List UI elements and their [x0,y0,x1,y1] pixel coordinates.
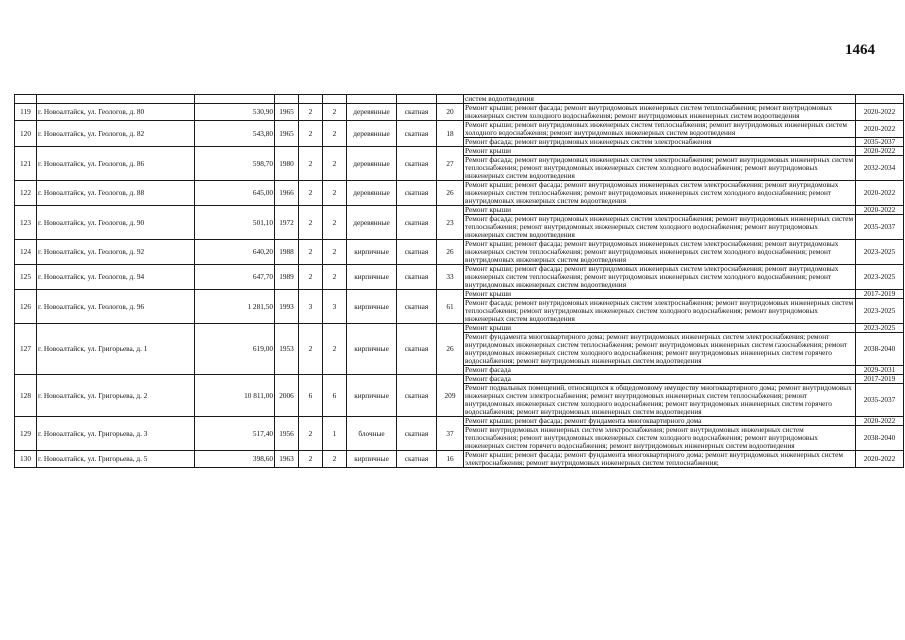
work-cell: Ремонт крыши; ремонт фасада; ремонт внутридомовых инженерных систем теплоснабжения; ремонт внутридомовых инженерных систем холодного водоснабжения; ремонт внутридомовых инженерных систем водоотведения [464,104,856,121]
wall-material-cell: деревянные [347,181,397,206]
repair-schedule-table [14,94,904,468]
work-cell: Ремонт крыши [464,206,856,215]
period-cell: 2020-2022 [856,104,904,121]
roof-type-cell: скатная [397,240,437,265]
floors-cell: 2 [299,451,323,468]
address-cell: г. Новоалтайск, ул. Григорьева, д. 3 [37,417,195,451]
apartments-cell: 26 [437,181,464,206]
apartments-cell: 209 [437,375,464,417]
year-cell: 1965 [275,104,299,121]
period-cell: 2020-2022 [856,206,904,215]
entrances-cell: 2 [323,181,347,206]
floors-cell: 2 [299,417,323,451]
year-cell: 1988 [275,240,299,265]
table-row [15,290,904,299]
row-number: 130 [15,451,37,468]
period-cell: 2035-2037 [856,138,904,147]
year-cell: 1966 [275,181,299,206]
year-cell: 1953 [275,324,299,375]
work-cell: Ремонт крыши [464,290,856,299]
work-cell: Ремонт крыши; ремонт фасада; ремонт фундамента многоквартирного дома [464,417,856,426]
year-cell: 1972 [275,206,299,240]
apartments-cell: 26 [437,324,464,375]
area-cell: 647,70 [195,265,275,290]
entrances-cell: 2 [323,206,347,240]
address-cell: г. Новоалтайск, ул. Григорьева, д. 1 [37,324,195,375]
row-number: 125 [15,265,37,290]
row-number: 128 [15,375,37,417]
work-cell: Ремонт фасада; ремонт внутридомовых инженерных систем электроснабжения [464,138,856,147]
work-cell: Ремонт внутридомовых инженерных систем электроснабжения; ремонт внутридомовых инженерных систем теплоснабжения; ремонт внутридомовых инженерных систем холодного водоснабжения; ремонт внутридомовых инженерных систем горячего водоснабжения; ремонт внутридомовых инженерных систем водоотведения [464,426,856,451]
row-number: 124 [15,240,37,265]
period-cell: 2029-2031 [856,366,904,375]
roof-type-cell: скатная [397,147,437,181]
entrances-cell: 3 [323,290,347,324]
work-cell: Ремонт фасада [464,366,856,375]
roof-type-cell: скатная [397,265,437,290]
table-row [15,324,904,333]
apartments-cell: 33 [437,265,464,290]
floors-cell: 2 [299,181,323,206]
entrances-cell: 2 [323,451,347,468]
period-cell: 2035-2037 [856,384,904,417]
row-number: 120 [15,121,37,147]
wall-material-cell: кирпичные [347,290,397,324]
work-cell: Ремонт крыши [464,147,856,156]
area-cell: 517,40 [195,417,275,451]
year-cell: 1980 [275,147,299,181]
entrances-cell: 2 [323,147,347,181]
address-cell: г. Новоалтайск, ул. Геологов, д. 92 [37,240,195,265]
wall-material-cell: деревянные [347,147,397,181]
entrances-cell: 1 [323,417,347,451]
table-row [15,121,904,138]
address-cell: г. Новоалтайск, ул. Геологов, д. 82 [37,121,195,147]
address-cell: г. Новоалтайск, ул. Геологов, д. 80 [37,104,195,121]
work-cell: Ремонт крыши; ремонт фасада; ремонт внутридомовых инженерных систем электроснабжения; ремонт внутридомовых инженерных систем теплоснабжения; ремонт внутридомовых инженерных систем холодного водоснабжения; ремонт внутридомовых инженерных систем водоотведения [464,181,856,206]
work-cell: Ремонт фасада; ремонт внутридомовых инженерных систем электроснабжения; ремонт внутридомовых инженерных систем теплоснабжения; ремонт внутридомовых инженерных систем холодного водоснабжения; ремонт внутридомовых инженерных систем водоотведения [464,156,856,181]
address-cell: г. Новоалтайск, ул. Григорьева, д. 2 [37,375,195,417]
area-cell: 598,70 [195,147,275,181]
address-cell: г. Новоалтайск, ул. Геологов, д. 94 [37,265,195,290]
apartments-cell: 18 [437,121,464,147]
wall-material-cell: кирпичные [347,265,397,290]
year-cell: 1965 [275,121,299,147]
row-number: 126 [15,290,37,324]
apartments-cell: 61 [437,290,464,324]
table-row [15,104,904,121]
wall-material-cell: кирпичные [347,451,397,468]
roof-type-cell: скатная [397,417,437,451]
area-cell: 619,00 [195,324,275,375]
period-cell: 2038-2040 [856,333,904,366]
period-cell: 2035-2037 [856,215,904,240]
entrances-cell: 2 [323,240,347,265]
wall-material-cell: кирпичные [347,240,397,265]
roof-type-cell: скатная [397,375,437,417]
floors-cell: 6 [299,375,323,417]
area-cell: 543,80 [195,121,275,147]
floors-cell: 3 [299,290,323,324]
area-cell: 501,10 [195,206,275,240]
floors-cell: 2 [299,104,323,121]
floors-cell: 2 [299,147,323,181]
table-row [15,417,904,426]
area-cell: 645,00 [195,181,275,206]
apartments-cell: 27 [437,147,464,181]
continuation-row [15,95,904,104]
year-cell: 1963 [275,451,299,468]
entrances-cell: 6 [323,375,347,417]
entrances-cell: 2 [323,324,347,375]
address-cell: г. Новоалтайск, ул. Геологов, д. 96 [37,290,195,324]
period-cell: 2023-2025 [856,324,904,333]
area-cell: 398,60 [195,451,275,468]
year-cell: 1989 [275,265,299,290]
period-cell: 2017-2019 [856,290,904,299]
row-number: 127 [15,324,37,375]
table-row [15,181,904,206]
year-cell: 1993 [275,290,299,324]
table-row [15,240,904,265]
entrances-cell: 2 [323,121,347,147]
address-cell: г. Новоалтайск, ул. Геологов, д. 90 [37,206,195,240]
work-cell: Ремонт фасада; ремонт внутридомовых инженерных систем электроснабжения; ремонт внутридомовых инженерных систем теплоснабжения; ремонт внутридомовых инженерных систем холодного водоснабжения; ремонт внутридомовых инженерных систем водоотведения [464,299,856,324]
table-row [15,206,904,215]
work-cell: Ремонт крыши; ремонт фасада; ремонт внутридомовых инженерных систем электроснабжения; ремонт внутридомовых инженерных систем теплоснабжения; ремонт внутридомовых инженерных систем холодного водоснабжения; ремонт внутридомовых инженерных систем водоотведения [464,265,856,290]
work-cell: Ремонт фасада; ремонт внутридомовых инженерных систем электроснабжения; ремонт внутридомовых инженерных систем теплоснабжения; ремонт внутридомовых инженерных систем холодного водоснабжения; ремонт внутридомовых инженерных систем водоотведения [464,215,856,240]
period-cell: 2032-2034 [856,156,904,181]
work-cell: Ремонт крыши; ремонт внутридомовых инженерных систем теплоснабжения; ремонт внутридомовых инженерных систем холодного водоснабжения; ремонт внутридомовых инженерных систем водоотведения [464,121,856,138]
row-number: 121 [15,147,37,181]
address-cell: г. Новоалтайск, ул. Геологов, д. 88 [37,181,195,206]
apartments-cell: 20 [437,104,464,121]
wall-material-cell: деревянные [347,121,397,147]
area-cell: 530,90 [195,104,275,121]
wall-material-cell: блочные [347,417,397,451]
apartments-cell: 26 [437,240,464,265]
period-cell: 2023-2025 [856,240,904,265]
period-cell: 2023-2025 [856,265,904,290]
floors-cell: 2 [299,265,323,290]
floors-cell: 2 [299,240,323,265]
wall-material-cell: кирпичные [347,375,397,417]
work-cell: Ремонт фасада [464,375,856,384]
year-cell: 2006 [275,375,299,417]
work-cell: Ремонт крыши; ремонт фасада; ремонт внутридомовых инженерных систем электроснабжения; ремонт внутридомовых инженерных систем теплоснабжения; ремонт внутридомовых инженерных систем холодного водоснабжения; ремонт внутридомовых инженерных систем водоотведения [464,240,856,265]
work-cell: Ремонт крыши [464,324,856,333]
entrances-cell: 2 [323,104,347,121]
roof-type-cell: скатная [397,206,437,240]
row-number: 129 [15,417,37,451]
floors-cell: 2 [299,206,323,240]
roof-type-cell: скатная [397,451,437,468]
table-row [15,265,904,290]
work-cell: систем водоотведения [464,95,856,104]
roof-type-cell: скатная [397,181,437,206]
apartments-cell: 23 [437,206,464,240]
row-number: 123 [15,206,37,240]
roof-type-cell: скатная [397,324,437,375]
period-cell: 2020-2022 [856,417,904,426]
wall-material-cell: деревянные [347,206,397,240]
row-number: 122 [15,181,37,206]
entrances-cell: 2 [323,265,347,290]
period-cell: 2020-2022 [856,121,904,138]
roof-type-cell: скатная [397,104,437,121]
area-cell: 10 811,00 [195,375,275,417]
page-number: 1464 [845,42,875,58]
roof-type-cell: скатная [397,121,437,147]
table-row [15,147,904,156]
period-cell: 2020-2022 [856,147,904,156]
work-cell: Ремонт фундамента многоквартирного дома; ремонт внутридомовых инженерных систем электроснабжения; ремонт внутридомовых инженерных систем теплоснабжения; ремонт внутридомовых инженерных систем газоснабжения; ремонт внутридомовых инженерных систем холодного водоснабжения; ремонт внутридомовых инженерных систем горячего водоснабжения; ремонт внутридомовых инженерных систем водоотведения [464,333,856,366]
work-cell: Ремонт подвальных помещений, относящихся к общедомовому имуществу многоквартирного дома; ремонт внутридомовых инженерных систем электроснабжения; ремонт внутридомовых инженерных систем теплоснабжения; ремонт внутридомовых инженерных систем холодного водоснабжения; ремонт внутридомовых инженерных систем горячего водоснабжения; ремонт внутридомовых инженерных систем водоотведения [464,384,856,417]
period-cell: 2023-2025 [856,299,904,324]
floors-cell: 2 [299,121,323,147]
area-cell: 640,20 [195,240,275,265]
area-cell: 1 281,50 [195,290,275,324]
row-number: 119 [15,104,37,121]
table-row [15,451,904,468]
address-cell: г. Новоалтайск, ул. Григорьева, д. 5 [37,451,195,468]
period-cell: 2020-2022 [856,181,904,206]
work-cell: Ремонт крыши; ремонт фасада; ремонт фундамента многоквартирного дома; ремонт внутридомовых инженерных систем электроснабжения; ремонт внутридомовых инженерных систем теплоснабжения; [464,451,856,468]
period-cell: 2020-2022 [856,451,904,468]
period-cell: 2017-2019 [856,375,904,384]
period-cell: 2038-2040 [856,426,904,451]
table-row [15,375,904,384]
roof-type-cell: скатная [397,290,437,324]
wall-material-cell: кирпичные [347,324,397,375]
floors-cell: 2 [299,324,323,375]
apartments-cell: 37 [437,417,464,451]
apartments-cell: 16 [437,451,464,468]
year-cell: 1956 [275,417,299,451]
wall-material-cell: деревянные [347,104,397,121]
address-cell: г. Новоалтайск, ул. Геологов, д. 86 [37,147,195,181]
